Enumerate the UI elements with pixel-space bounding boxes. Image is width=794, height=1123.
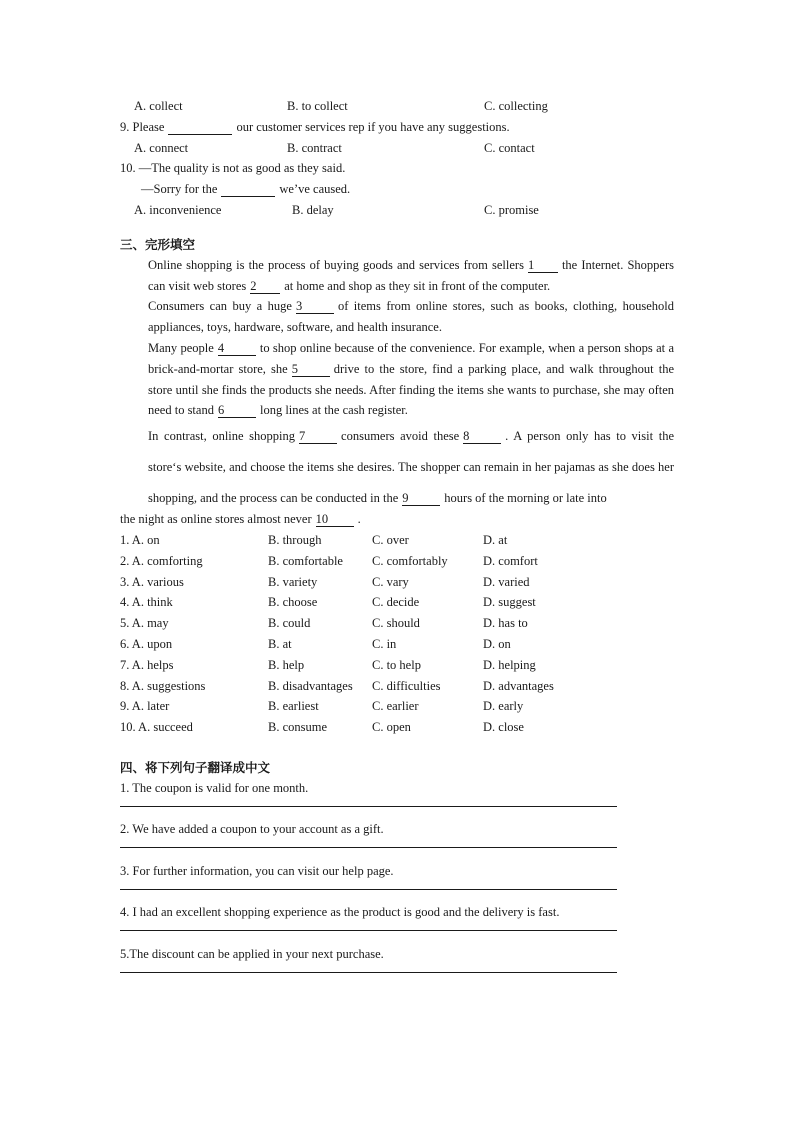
answer-blank[interactable] (168, 121, 232, 135)
choice-row: 4. A. think B. choose C. decide D. suggest (120, 595, 536, 610)
q10-options (120, 200, 674, 221)
cloze-blank-1[interactable]: 1 (528, 259, 558, 273)
cloze-blank-5[interactable]: 5 (292, 363, 330, 377)
cloze-choices (120, 530, 674, 738)
option-c: C. collecting (484, 99, 548, 113)
choice-row: 7. A. helps B. help C. to help D. helping (120, 657, 536, 672)
q9-options (120, 138, 674, 159)
option-c: C. promise (484, 202, 539, 217)
choice-row: 3. A. various B. variety C. vary D. varied (120, 574, 530, 589)
translation-item: 3. For further information, you can visit our help page. (120, 861, 674, 903)
option-a: A. collect (134, 99, 183, 113)
question-10: 10. —The quality is not as good as they said. (120, 161, 346, 176)
paragraph-4: In contrast, online shopping 7 consumers avoid these 8 . A person only has to visit the store‘s website, and choose the items she desires. The shopper can remain in her pajamas as she does her shopping, and the process can be conducted in the 9 hours of the morning or late into (148, 429, 675, 506)
cloze-blank-4[interactable]: 4 (218, 342, 256, 356)
option-a: A. inconvenience (134, 202, 222, 217)
choice-row: 10. A. succeed B. consume C. open D. close (120, 720, 524, 735)
cloze-blank-3[interactable]: 3 (296, 300, 334, 314)
option-c: C. contact (484, 140, 535, 155)
option-b: B. delay (292, 202, 334, 217)
q8-options (120, 96, 674, 117)
answer-blank[interactable] (221, 183, 275, 197)
section-4-title: 四、将下列句子翻译成中文 (120, 759, 271, 775)
cloze-blank-7[interactable]: 7 (299, 430, 337, 444)
worksheet-page (120, 96, 674, 985)
paragraph-3: Many people 4 to shop online because of the convenience. For example, when a person shops at a brick-and-mortar store, she 5 drive to the store, find a parking place, and walk throughout the store until she finds the products she needs. After finding the items she wants to purchase, she may often need to stand 6 long lines at the cash register. (148, 340, 675, 418)
cloze-blank-8[interactable]: 8 (463, 430, 501, 444)
question-9: 9. Please our customer services rep if you have any suggestions. (120, 119, 510, 134)
paragraph-4-end: the night as online stores almost never 10 . (120, 512, 361, 527)
answer-line[interactable] (120, 847, 617, 848)
answer-line[interactable] (120, 806, 617, 807)
choice-row: 1. A. on B. through C. over D. at (120, 532, 508, 547)
translation-item: 1. The coupon is valid for one month. (120, 778, 674, 820)
answer-line[interactable] (120, 972, 617, 973)
question-10-line2: —Sorry for the we’ve caused. (141, 182, 351, 197)
translation-item: 4. I had an excellent shopping experience as the product is good and the delivery is fast. (120, 902, 674, 944)
cloze-blank-10[interactable]: 10 (316, 513, 354, 527)
choice-row: 6. A. upon B. at C. in D. on (120, 636, 511, 651)
answer-line[interactable] (120, 889, 617, 890)
translation-item: 2. We have added a coupon to your account as a gift. (120, 819, 674, 861)
option-b: B. to collect (287, 99, 348, 113)
cloze-blank-6[interactable]: 6 (218, 404, 256, 418)
paragraph-1: Online shopping is the process of buying goods and services from sellers 1 the Internet. Shoppers can visit web stores 2 at home and shop as they sit in front of the computer. (148, 257, 675, 293)
option-a: A. connect (134, 140, 189, 155)
section-3-title: 三、完形填空 (120, 236, 196, 252)
cloze-passage (120, 255, 674, 530)
choice-row: 2. A. comforting B. comfortable C. comfortably D. comfort (120, 553, 538, 568)
choice-row: 8. A. suggestions B. disadvantages C. difficulties D. advantages (120, 678, 554, 693)
answer-line[interactable] (120, 930, 617, 931)
option-b: B. contract (287, 140, 342, 155)
choice-row: 5. A. may B. could C. should D. has to (120, 616, 528, 631)
translation-list (120, 778, 674, 986)
translation-item: 5.The discount can be applied in your next purchase. (120, 944, 674, 986)
cloze-blank-9[interactable]: 9 (402, 492, 440, 506)
cloze-blank-2[interactable]: 2 (250, 280, 280, 294)
paragraph-2: Consumers can buy a huge 3 of items from online stores, such as books, clothing, household appliances, toys, hardware, software, and health insurance. (148, 299, 675, 335)
choice-row: 9. A. later B. earliest C. earlier D. early (120, 699, 524, 714)
